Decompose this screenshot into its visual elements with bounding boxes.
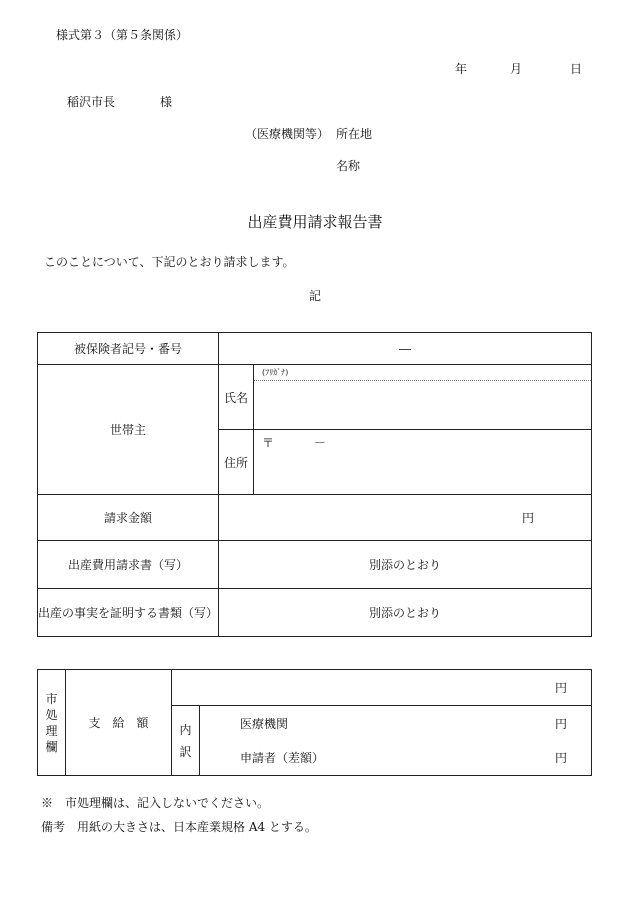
postal-dash: － (313, 436, 326, 450)
furigana-label: (ﾌﾘｶﾞﾅ) (254, 365, 591, 381)
city-processing-label: 市処理欄 (38, 670, 66, 776)
claim-table (37, 332, 592, 637)
name-label: 氏名 (219, 365, 254, 430)
name-field[interactable] (254, 365, 592, 430)
note-city-field: ※ 市処理欄は、記入しないでください。 (41, 796, 270, 810)
household-head-label: 世帯主 (38, 365, 219, 495)
breakdown-label: 内訳 (172, 706, 200, 776)
payment-total-field[interactable] (172, 670, 592, 706)
city-processing-table (37, 669, 592, 776)
medical-institution-yen[interactable]: 円 (512, 706, 592, 741)
insured-number-label: 被保険者記号・番号 (38, 333, 219, 365)
page-title: 出産費用請求報告書 (247, 213, 383, 231)
invoice-copy-label: 出産費用請求書（写） (38, 541, 219, 589)
applicant-difference-label: 申請者（差額） (200, 741, 512, 776)
addressee-name: 稲沢市長 (67, 95, 116, 109)
postal-mark: 〒 (262, 436, 275, 450)
payment-total-yen: 円 (554, 681, 567, 695)
insured-number-value[interactable]: ― (219, 333, 592, 365)
claim-yen-label: 円 (521, 511, 534, 525)
date-month-label: 月 (510, 62, 523, 76)
note-paper-size: 備考 用紙の大きさは、日本産業規格 A4 とする。 (41, 820, 317, 834)
date-day-label: 日 (570, 62, 583, 76)
payment-amount-label: 支 給 額 (66, 670, 172, 776)
date-year-label: 年 (455, 62, 468, 76)
intro-text: このことについて、下記のとおり請求します。 (44, 255, 295, 269)
applicant-address-label: 所在地 (336, 127, 373, 141)
invoice-copy-value: 別添のとおり (219, 541, 592, 589)
form-number: 様式第３（第５条関係） (56, 28, 189, 42)
ki-label: 記 (308, 289, 321, 303)
birth-proof-value: 別添のとおり (219, 589, 592, 637)
address-field[interactable] (254, 430, 592, 495)
birth-proof-label: 出産の事実を証明する書類（写） (38, 589, 219, 637)
applicant-type-label: （医療機関等） (245, 127, 330, 141)
addressee-honorific: 様 (160, 95, 173, 109)
medical-institution-label: 医療機関 (200, 706, 512, 741)
applicant-difference-yen[interactable]: 円 (512, 741, 592, 776)
address-label: 住所 (219, 430, 254, 495)
claim-amount-field[interactable] (219, 495, 592, 541)
claim-amount-label: 請求金額 (38, 495, 219, 541)
applicant-name-label: 名称 (336, 159, 361, 173)
